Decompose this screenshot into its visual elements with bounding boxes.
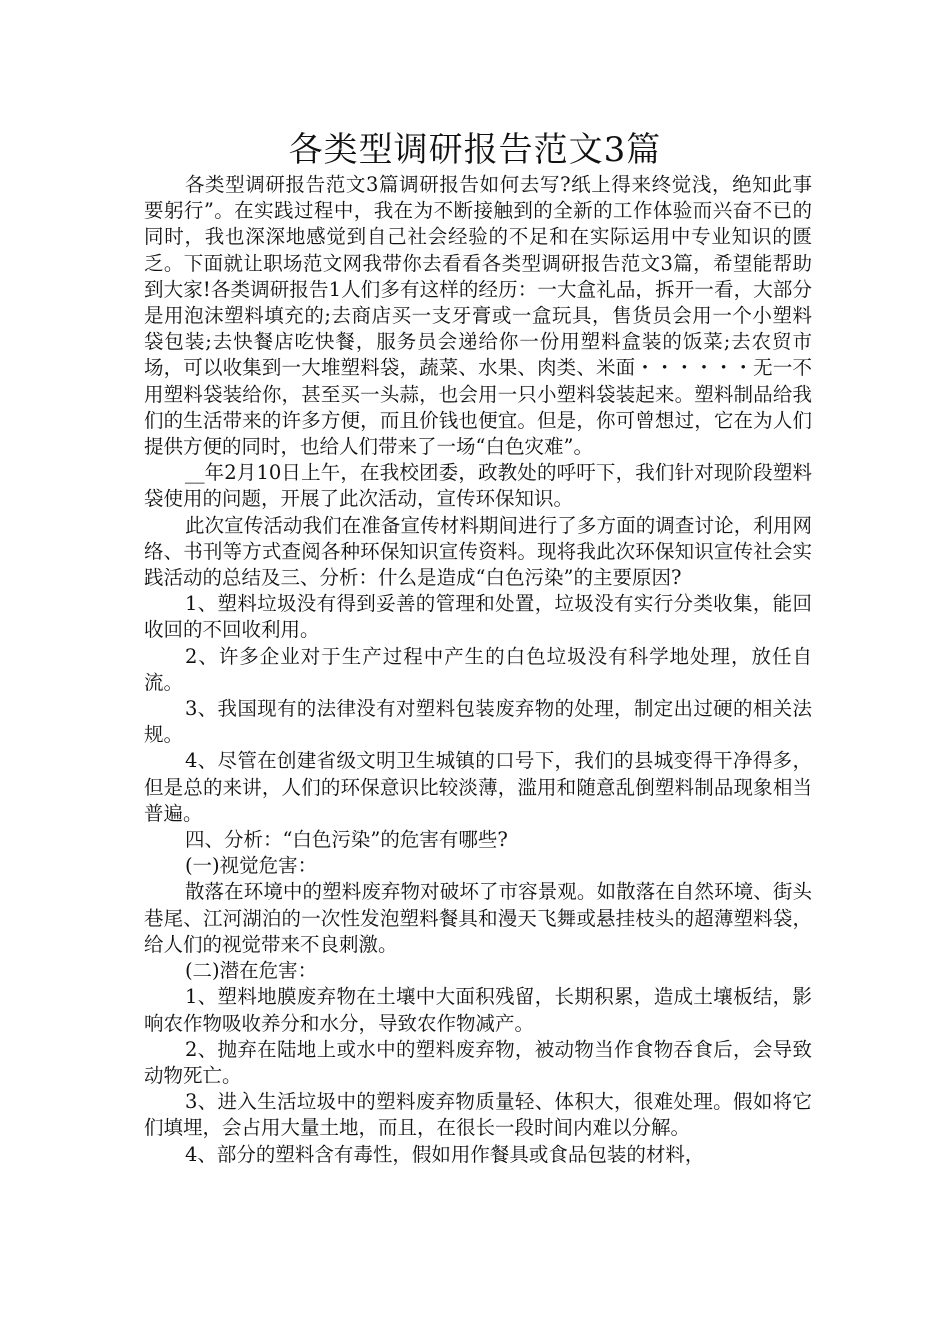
paragraph-research-summary: 此次宣传活动我们在准备宣传材料期间进行了多方面的调查讨论，利用网络、书刊等方式查阅各种环保知识宣传资料。现将我此次环保知识宣传社会实践活动的总结及三、分析：什么是造成“白色污染”的主要原因? [144,513,812,590]
section-heading-hazards: 四、分析：“白色污染”的危害有哪些? [184,828,508,852]
paragraph-activity-date: __年2月10日上午，在我校团委，政教处的呼吁下，我们针对现阶段塑料袋使用的问题，开展了此次活动，宣传环保知识。 [144,461,812,511]
paragraph-hazard-4: 4、部分的塑料含有毒性，假如用作餐具或食品包装的材料， [184,1142,705,1166]
paragraph-intro: 各类型调研报告范文3篇调研报告如何去写?纸上得来终觉浅，绝知此事要躬行”。在实践过程中，我在为不断接触到的全新的工作体验而兴奋不已的同时，我也深深地感觉到自己社会经验的不足和在实际运用中专业知识的匮乏。下面就让职场范文网我带你去看看各类型调研报告范文3篇，希望能帮助到大家!各类调研报告1人们多有这样的经历：一大盒礼品，拆开一看，大部分是用泡沫塑料填充的;去商店买一支牙膏或一盒玩具，售货员会用一个小塑料袋包装;去快餐店吃快餐，服务员会递给你一份用塑料盒装的饭菜;去农贸市场，可以收集到一大堆塑料袋，蔬菜、水果、肉类、米面・・・・・・无一不用塑料袋装给你，甚至买一头蒜，也会用一只小塑料袋装起来。塑料制品给我们的生活带来的许多方便，而且价钱也便宜。但是，你可曾想过，它在为人们提供方便的同时，也给人们带来了一场“白色灾难”。 [144,173,812,459]
paragraph-cause-4: 4、尽管在创建省级文明卫生城镇的口号下，我们的县城变得干净得多，但是总的来讲，人们的环保意识比较淡薄，滥用和随意乱倒塑料制品现象相当普遍。 [144,749,812,825]
document-body [144,172,812,1168]
paragraph-visual-hazard: 散落在环境中的塑料废弃物对破坏了市容景观。如散落在自然环境、街头巷尾、江河湖泊的一次性发泡塑料餐具和漫天飞舞或悬挂枝头的超薄塑料袋，给人们的视觉带来不良刺激。 [144,880,812,956]
subheading-potential-hazard: (二)潜在危害： [184,959,318,983]
paragraph-cause-3: 3、我国现有的法律没有对塑料包装废弃物的处理，制定出过硬的相关法规。 [144,697,812,747]
paragraph-cause-2: 2、许多企业对于生产过程中产生的白色垃圾没有科学地处理，放任自流。 [144,644,812,694]
paragraph-hazard-1: 1、塑料地膜废弃物在土壤中大面积残留，长期积累，造成土壤板结，影响农作物吸收养分和水分，导致农作物减产。 [144,985,812,1035]
paragraph-hazard-3: 3、进入生活垃圾中的塑料废弃物质量轻、体积大，很难处理。假如将它们填埋，会占用大量土地，而且，在很长一段时间内难以分解。 [144,1090,812,1140]
paragraph-cause-1: 1、塑料垃圾没有得到妥善的管理和处置，垃圾没有实行分类收集，能回收回的不回收利用。 [144,592,812,642]
document-title: 各类型调研报告范文3篇 [288,130,662,170]
subheading-visual-hazard: (一)视觉危害： [184,854,318,878]
paragraph-hazard-2: 2、抛弃在陆地上或水中的塑料废弃物，被动物当作食物吞食后，会导致动物死亡。 [144,1037,812,1087]
